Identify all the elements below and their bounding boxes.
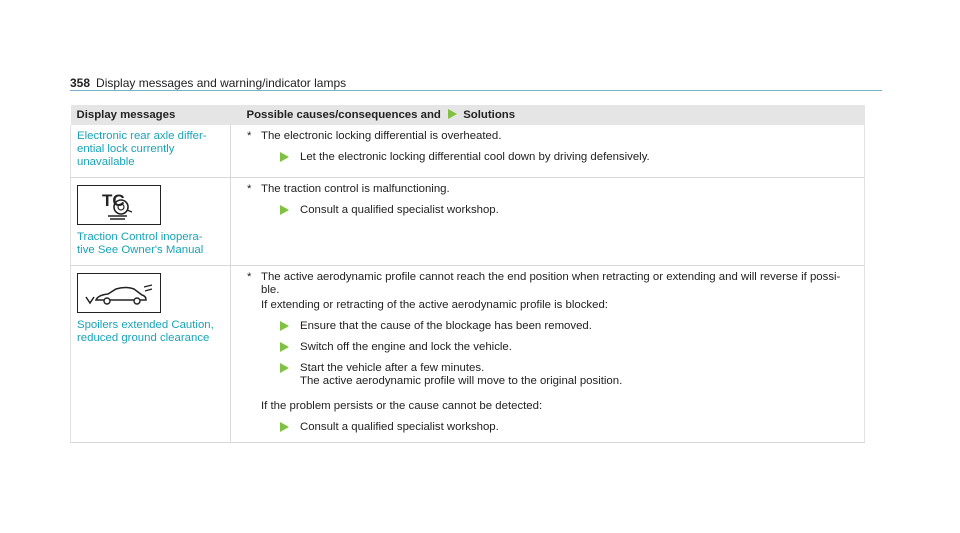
page-number: 358: [70, 76, 91, 90]
step-text: Start the vehicle after a few minutes.: [300, 362, 485, 374]
solution-cell: [231, 178, 865, 266]
solution-step: [279, 204, 858, 217]
cause-text: The electronic locking differential is overheated.: [261, 130, 502, 142]
solution-arrow-icon: [279, 321, 289, 331]
condition-text: If the problem persists or the cause cannot be detected:: [261, 400, 543, 412]
header-rule: [70, 90, 882, 91]
table-row: [71, 266, 865, 443]
solution-step: [279, 421, 858, 434]
cause-text: The active aerodynamic profile cannot reach the end position when retracting or extending and will reverse if possi-: [261, 271, 841, 283]
col-header-prefix: Possible causes/consequences and: [246, 109, 441, 121]
cause: * The electronic locking differential is overheated.: [247, 130, 502, 142]
cause: * The active aerodynamic profile cannot reach the end position when retracting or extending and will reverse if possi-: [247, 271, 841, 283]
step-note: The active aerodynamic profile will move to the original position.: [300, 375, 623, 387]
cause-text-continued: ble.: [261, 284, 280, 296]
cause: * The traction control is malfunctioning.: [247, 183, 450, 195]
cause-text: The traction control is malfunctioning.: [261, 183, 450, 195]
message-cell: [71, 266, 231, 443]
message-cell: [71, 178, 231, 266]
solution-arrow-icon: [279, 363, 289, 373]
spoiler-car-icon: [77, 273, 161, 313]
message-line: unavailable: [77, 156, 135, 168]
message-line: ential lock currently: [77, 143, 175, 155]
message-cell: [71, 125, 231, 178]
condition-text: If extending or retracting of the active aerodynamic profile is blocked:: [261, 299, 608, 311]
message-line: Traction Control inopera-: [77, 231, 203, 243]
step-text: Consult a qualified specialist workshop.: [300, 421, 499, 433]
table-row: [71, 178, 865, 266]
solution-step: [279, 151, 858, 164]
messages-table: [70, 105, 865, 443]
page-header: [70, 76, 346, 90]
solution-arrow-icon: [279, 422, 289, 432]
solution-arrow-icon: [447, 109, 457, 119]
message-line: reduced ground clearance: [77, 332, 210, 344]
step-text: Let the electronic locking differential cool down by driving defensively.: [300, 151, 650, 163]
message-line: Electronic rear axle differ-: [77, 130, 207, 142]
solution-arrow-icon: [279, 205, 289, 215]
solution-cell: [231, 266, 865, 443]
solution-arrow-icon: [279, 152, 289, 162]
step-text: Switch off the engine and lock the vehicle.: [300, 341, 512, 353]
col-header-suffix: Solutions: [463, 109, 516, 121]
svg-text:TC: TC: [102, 191, 125, 210]
table-row: [71, 125, 865, 178]
col-header-causes-solutions: [231, 105, 865, 125]
message-line: tive See Owner's Manual: [77, 244, 204, 256]
solution-step: [279, 320, 858, 333]
step-text: Consult a qualified specialist workshop.: [300, 204, 499, 216]
table-header-row: [71, 105, 865, 125]
step-text: Ensure that the cause of the blockage has been removed.: [300, 320, 592, 332]
solution-cell: [231, 125, 865, 178]
solution-arrow-icon: [279, 342, 289, 352]
message-line: Spoilers extended Caution,: [77, 319, 214, 331]
page-title: Display messages and warning/indicator lamps: [96, 76, 347, 90]
solution-step: [279, 341, 858, 354]
col-header-display-messages: Display messages: [71, 105, 231, 125]
solution-step: [279, 362, 858, 388]
traction-control-warning-icon: [77, 185, 161, 225]
